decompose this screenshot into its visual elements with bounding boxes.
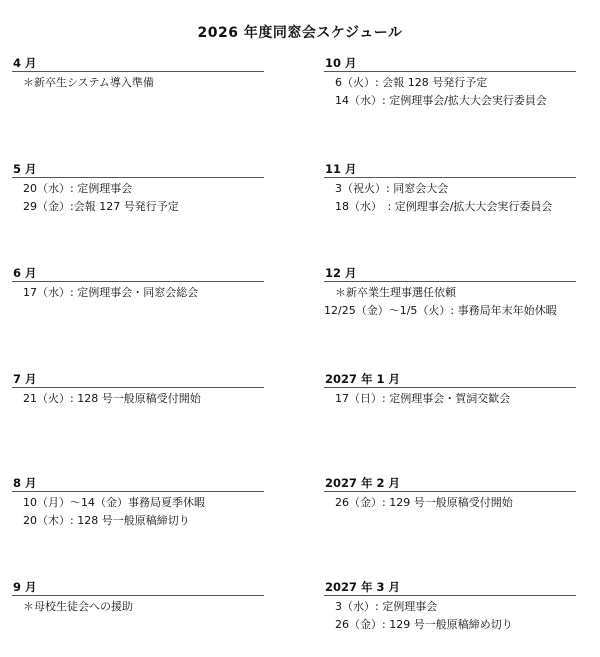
- divider: [12, 491, 264, 492]
- schedule-item: 18（水） : 定例理事会/拡大大会実行委員会: [324, 200, 553, 213]
- month-block-nov: [324, 162, 576, 216]
- month-heading: 12 月: [325, 266, 357, 280]
- schedule-item: 3（祝火）: 同窓会大会: [324, 182, 449, 195]
- page-title: 2026 年度同窓会スケジュール: [197, 25, 403, 41]
- month-heading: 10 月: [325, 56, 357, 70]
- month-block-sep: [12, 580, 264, 616]
- schedule-item: 20（水）: 定例理事会: [12, 182, 133, 195]
- divider: [12, 177, 264, 178]
- month-block-jan: [324, 372, 576, 408]
- schedule-item: 12/25（金）～1/5（火）: 事務局年末年始休暇: [324, 304, 557, 317]
- month-heading: 2027 年 3 月: [325, 580, 401, 594]
- month-block-apr: [12, 56, 264, 92]
- month-heading: 4 月: [13, 56, 37, 70]
- month-heading: 9 月: [13, 580, 37, 594]
- divider: [12, 387, 264, 388]
- divider: [12, 281, 264, 282]
- month-heading: 11 月: [325, 162, 357, 176]
- divider: [324, 491, 576, 492]
- month-heading: 5 月: [13, 162, 37, 176]
- schedule-item: 3（水）: 定例理事会: [324, 600, 438, 613]
- month-heading: 6 月: [13, 266, 37, 280]
- month-block-aug: [12, 476, 264, 530]
- month-block-jul: [12, 372, 264, 408]
- schedule-item: ＊母校生徒会への援助: [12, 600, 133, 613]
- schedule-item: 6（火）: 会報 128 号発行予定: [324, 76, 488, 89]
- schedule-item: ＊新卒業生理事選任依頼: [324, 286, 456, 299]
- schedule-item: 26（金）: 129 号一般原稿受付開始: [324, 496, 513, 509]
- month-heading: 8 月: [13, 476, 37, 490]
- month-heading: 2027 年 1 月: [325, 372, 401, 386]
- month-block-may: [12, 162, 264, 216]
- divider: [324, 595, 576, 596]
- divider: [12, 595, 264, 596]
- month-heading: 2027 年 2 月: [325, 476, 401, 490]
- month-heading: 7 月: [13, 372, 37, 386]
- divider: [12, 71, 264, 72]
- schedule-item: 17（日）: 定例理事会・賀詞交歓会: [324, 392, 511, 405]
- divider: [324, 71, 576, 72]
- schedule-item: 10（月）～14（金）事務局夏季休暇: [12, 496, 205, 509]
- month-block-jun: [12, 266, 264, 302]
- schedule-item: 26（金）: 129 号一般原稿締め切り: [324, 618, 513, 631]
- divider: [324, 281, 576, 282]
- month-block-feb: [324, 476, 576, 512]
- schedule-item: 20（木）: 128 号一般原稿締切り: [12, 514, 190, 527]
- schedule-item: 21（火）: 128 号一般原稿受付開始: [12, 392, 201, 405]
- schedule-item: 17（水）: 定例理事会・同窓会総会: [12, 286, 199, 299]
- month-block-oct: [324, 56, 576, 110]
- divider: [324, 177, 576, 178]
- schedule-item: ＊新卒生システム導入準備: [12, 76, 154, 89]
- month-block-dec: [324, 266, 576, 320]
- schedule-item: 29（金）:会報 127 号発行予定: [12, 200, 179, 213]
- month-block-mar: [324, 580, 576, 634]
- schedule-item: 14（水）: 定例理事会/拡大大会実行委員会: [324, 94, 547, 107]
- divider: [324, 387, 576, 388]
